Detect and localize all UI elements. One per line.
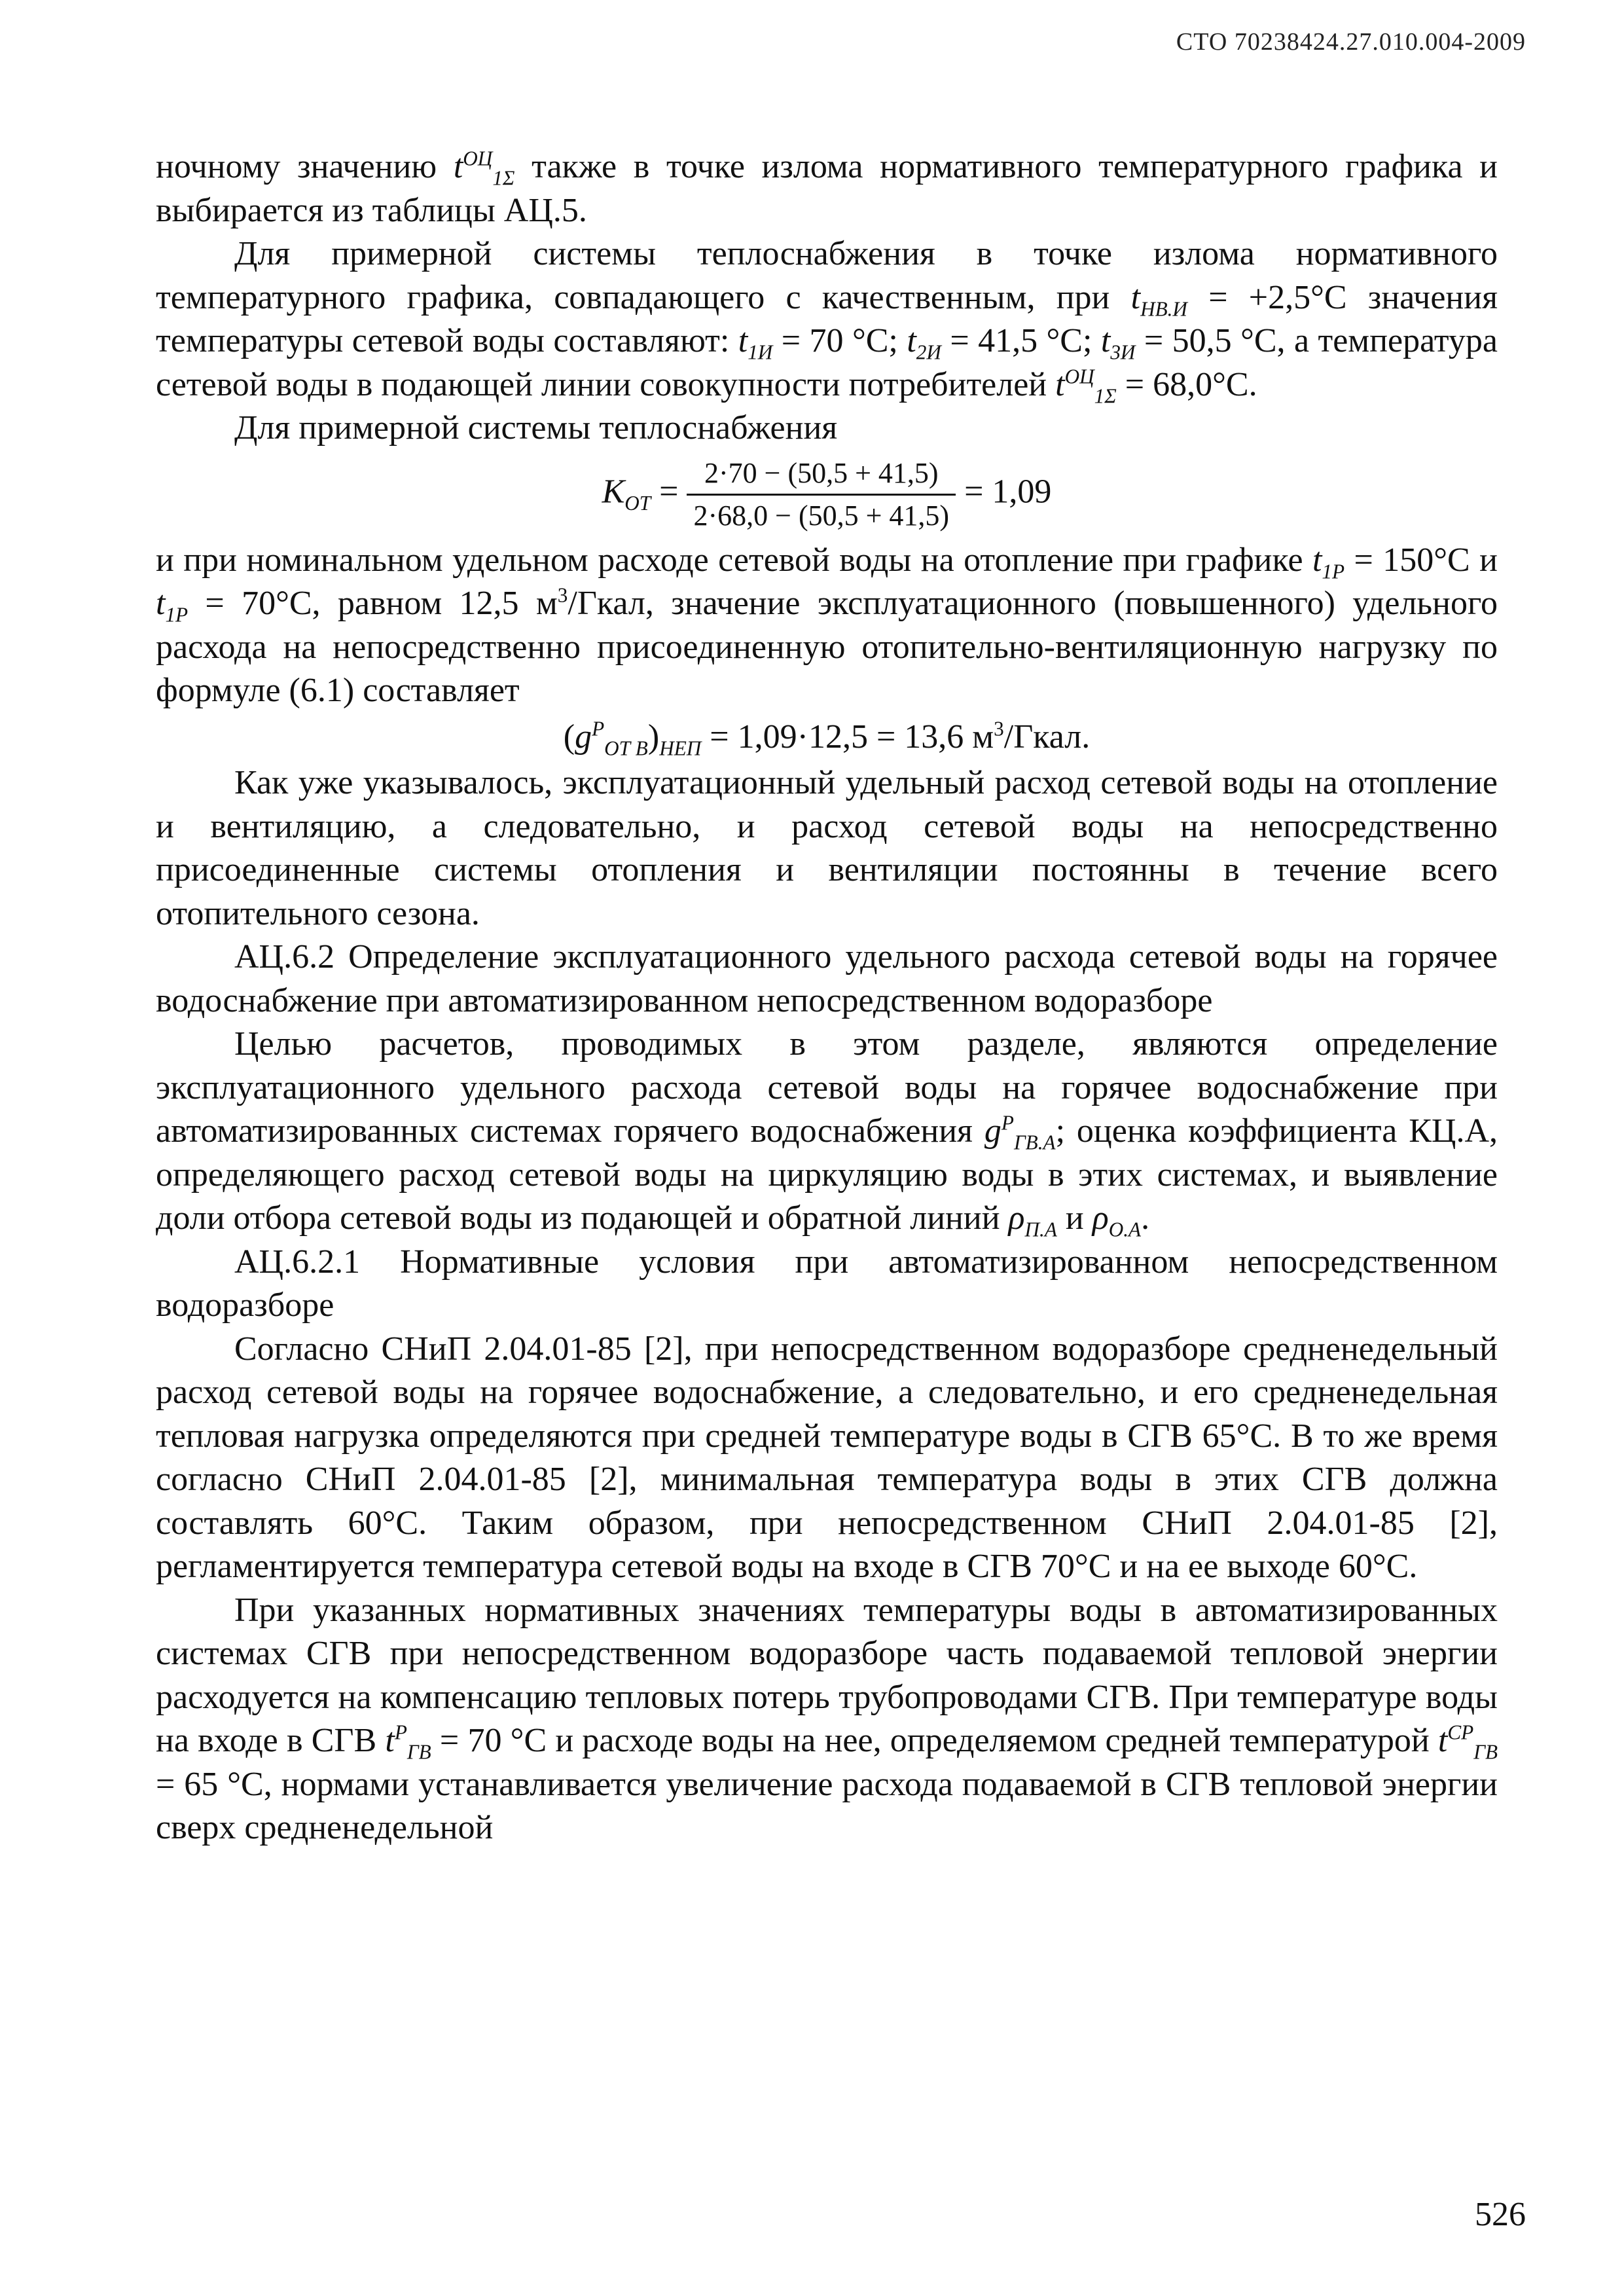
paragraph-5: Как уже указывалось, эксплуатационный удельный расход сетевой воды на отопление и вентиляцию, а следовательно, и расход сетевой воды на непосредственно присоединенные системы отопления и вентиляции постоянны в течение всего отопительного сезона.	[156, 764, 1498, 932]
text-run: и	[1056, 1199, 1092, 1237]
text-run: = 70 °С;	[772, 322, 907, 359]
text-run: ночному значению	[156, 148, 454, 185]
text-run: При указанных нормативных значениях температуры воды в автоматизированных системах СГВ при непосредственном водоразборе часть подаваемой тепловой энергии расходуется на компенсацию тепловых потерь трубопроводами СГВ. При температуре воды на входе в СГВ	[156, 1591, 1498, 1759]
text-run: .	[1141, 1199, 1150, 1237]
text-run: и расходе воды на нее, определяемом средней температурой	[547, 1722, 1438, 1759]
symbol-t1: $t_{1И}$	[738, 322, 773, 364]
formula-equals: =	[651, 472, 687, 510]
symbol-g-gv: $g^Р_{ГВ.А}$	[984, 1111, 1056, 1154]
paragraph-7	[156, 1023, 1498, 1241]
fraction-numerator: 2·70 − (50,5 + 41,5)	[687, 453, 956, 496]
symbol-rho-o: $\rho_{О.А}$	[1092, 1199, 1142, 1241]
formula-g-ot: $(g^Р_{ОТ В})_{НЕП} = 1,09\cdot 12,5 = 13,6$ $м^3$/Гкал.	[563, 717, 1091, 759]
symbol-t-gv-p: $t^Р_{ГВ}$	[385, 1721, 431, 1764]
section-heading-6-2-1: АЦ.6.2.1 Нормативные условия при автоматизированном непосредственном водоразборе	[156, 1243, 1498, 1324]
text-run: = +2,5°С значения температуры сетевой воды составляют:	[156, 278, 1498, 359]
symbol-t: $t^{ОЦ}_{1\Sigma}$	[453, 147, 515, 190]
symbol-t1p: $t_{1Р}$	[1312, 541, 1345, 583]
text-run: = 50,5 °С, а температура сетевой воды в подающей линии совокупности потребителей	[156, 322, 1498, 403]
paragraph-4	[156, 539, 1498, 713]
symbol-g: g	[575, 718, 592, 756]
symbol-t-nv: $t_{НВ.И}$	[1130, 278, 1187, 320]
paragraph-2	[156, 232, 1498, 407]
text-run: Целью расчетов, проводимых в этом разделе, являются определение эксплуатационного удельного расхода сетевой воды на горячее водоснабжение при автоматизированных системах горячего водоснабжения	[156, 1025, 1498, 1150]
text-run: , нормами устанавливается увеличение расхода подаваемой в СГВ тепловой энергии сверх средненедельной	[156, 1765, 1498, 1846]
text-run: = 68,0°С.	[1116, 365, 1257, 403]
formula-lhs-sub: ОТ	[624, 491, 651, 515]
formula-lhs: K	[602, 472, 625, 510]
superscript: 3	[557, 583, 568, 607]
page-number: 526	[1475, 2196, 1526, 2233]
text-run: = 150°С и	[1344, 541, 1498, 579]
fraction-denominator: 2·68,0 − (50,5 + 41,5)	[693, 499, 950, 532]
paragraph-1	[156, 145, 1498, 232]
paragraph-9: Согласно СНиП 2.04.01-85 [2], при непосредственном водоразборе средненедельный расход сетевой воды на горячее водоснабжение, а следовательно, и его средненедельная тепловая нагрузка определяются при средней температуре воды в СГВ 65°С. В то же время согласно СНиП 2.04.01-85 [2], минимальная температура воды в этих СГВ должна составлять 60°С. Таким образом, при непосредственном СНиП 2.04.01-85 [2], регламентируется температура сетевой воды на входе в СГВ 70°С и на ее выходе 60°С.	[156, 1330, 1498, 1585]
formula-unit: м	[964, 718, 994, 756]
formula-expression: = 1,09·12,5 = 13,6	[701, 718, 964, 756]
paragraph-3: Для примерной системы теплоснабжения	[234, 409, 838, 446]
formula-result: = 1,09	[964, 472, 1052, 510]
text-run: и при номинальном удельном расходе сетевой воды на отопление при графике	[156, 541, 1312, 579]
symbol-t2: $t_{2И}$	[907, 322, 941, 364]
paragraph-10	[156, 1589, 1498, 1850]
symbol-t-gv-sr: $t^{СР}_{ГВ}$	[1437, 1721, 1498, 1764]
formula-k-ot	[156, 453, 1498, 536]
text-run: ; оценка коэффициента КЦ.А, определяющего расход сетевой воды на циркуляцию воды в этих системах, и выявление доли отбора сетевой воды из подающей и обратной линий	[156, 1112, 1498, 1237]
document-body	[156, 145, 1498, 1850]
document-header: СТО 70238424.27.010.004-2009	[1176, 28, 1526, 56]
symbol-t3: $t_{3И}$	[1100, 322, 1136, 364]
text-run: = 41,5 °С;	[941, 322, 1101, 359]
text-run: также в точке излома нормативного температурного графика и выбирается из таблицы АЦ.5.	[156, 148, 1498, 229]
text-run: = 70°С, равном 12,5 м	[188, 585, 558, 622]
section-heading-6-2: АЦ.6.2 Определение эксплуатационного удельного расхода сетевой воды на горячее водоснабжение при автоматизированном непосредственном водоразборе	[156, 938, 1498, 1019]
text-run: /Гкал, значение эксплуатационного (повышенного) удельного расхода на непосредственно присоединенную отопительно-вентиляционную нагрузку по формуле (6.1) составляет	[156, 585, 1498, 709]
text-run: = 65 °С	[156, 1765, 264, 1803]
fraction	[687, 453, 956, 536]
text-run: Для примерной системы теплоснабжения в точке излома нормативного температурного графика, совпадающего с качественным, при	[156, 235, 1498, 316]
symbol-rho-p: $\rho_{П.А}$	[1008, 1199, 1057, 1241]
symbol-t1p: $t_{1Р}$	[156, 585, 189, 627]
text-run: = 70 °С	[431, 1722, 547, 1759]
symbol-t-sum: $t^{ОЦ}_{1\Sigma}$	[1055, 365, 1117, 407]
